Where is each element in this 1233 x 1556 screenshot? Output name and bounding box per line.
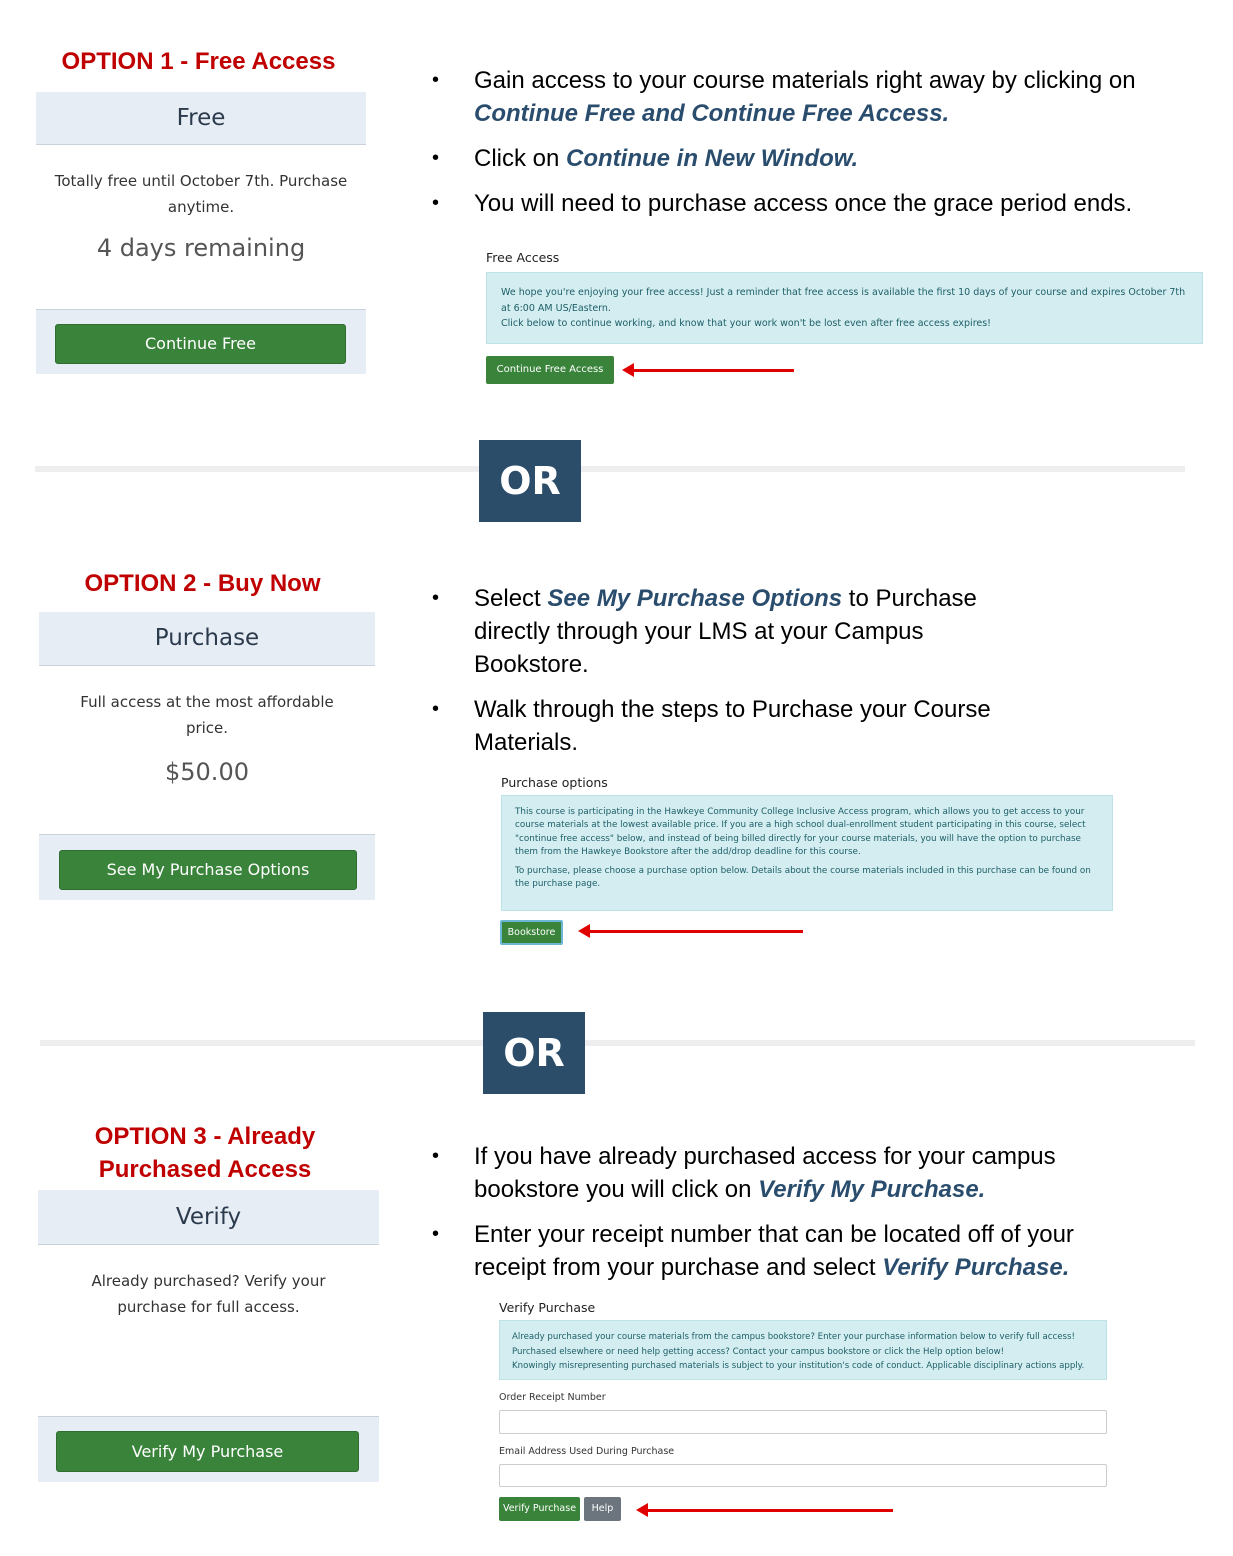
purchase-options-heading: Purchase options (501, 775, 608, 790)
verify-card-header: Verify (38, 1190, 379, 1245)
option1-instructions (434, 64, 1214, 232)
red-arrow (588, 930, 803, 933)
receipt-number-label: Order Receipt Number (499, 1392, 606, 1403)
receipt-number-input[interactable] (499, 1410, 1107, 1434)
option2-instructions (434, 582, 1034, 771)
or-box: OR (483, 1012, 585, 1094)
bullet-emphasis: Continue in New Window. (566, 145, 859, 172)
free-access-heading: Free Access (486, 250, 560, 265)
option2-title: OPTION 2 - Buy Now (84, 570, 321, 597)
list-item (434, 1218, 1134, 1284)
free-card-text: Totally free until October 7th. Purchase anytime. (54, 172, 348, 216)
bullet-text: If you have already purchased access for your campus bookstore you will click on (474, 1143, 1056, 1203)
verify-card-footer (38, 1416, 379, 1482)
list-item (434, 693, 1034, 759)
list-item (434, 64, 1214, 130)
list-item (434, 582, 1034, 681)
bullet-text: Gain access to your course materials right away by clicking on (474, 67, 1136, 94)
red-arrow (632, 369, 794, 372)
option3-instructions (434, 1140, 1134, 1296)
free-card (36, 92, 366, 373)
see-purchase-options-button[interactable]: See My Purchase Options (59, 850, 357, 890)
red-arrow (646, 1509, 893, 1512)
bullet-text: Walk through the steps to Purchase your Course Materials. (474, 696, 991, 756)
continue-free-button[interactable]: Continue Free (55, 324, 346, 364)
option3-title-line: OPTION 3 - Already (94, 1123, 316, 1150)
section-divider (40, 1040, 1195, 1046)
price: $50.00 (165, 758, 249, 786)
free-card-header: Free (36, 92, 366, 145)
purchase-card-header: Purchase (39, 612, 375, 666)
list-item (434, 142, 1214, 175)
verify-purchase-heading: Verify Purchase (499, 1300, 596, 1315)
bullet-text: to Purchase directly through your LMS at your Campus Bookstore. (474, 585, 977, 678)
verify-my-purchase-button[interactable]: Verify My Purchase (56, 1431, 359, 1472)
list-item (434, 1140, 1134, 1206)
bullet-emphasis: Verify Purchase. (882, 1254, 1070, 1281)
alert-text: To purchase, please choose a purchase option below. Details about the course materials included in this purchase can be found on the purchase page. (515, 866, 1091, 890)
alert-text: Already purchased your course materials from the campus bookstore? Enter your purchase information below to verify full access! (512, 1332, 1075, 1342)
purchase-card-footer (39, 834, 375, 900)
alert-text: We hope you're enjoying your free access! Just a reminder that free access is available the first 10 days of your course and expires October 7th at 6:00 AM US/Eastern. (501, 287, 1186, 314)
bullet-text: Select (474, 585, 548, 612)
alert-text: Click below to continue working, and know that your work won't be lost even after free access expires! (501, 318, 991, 329)
purchase-card-text: Full access at the most affordable price. (80, 693, 334, 737)
option3-title (40, 1120, 370, 1186)
option1-title: OPTION 1 - Free Access (61, 48, 336, 75)
alert-text: This course is participating in the Hawkeye Community College Inclusive Access program, which allows you to get access to your course materials at the lowest available price. If you are a high school dual-enrollment student participating in this course, select "continue free access" below, and instead of being billed directly for your course materials, you will have the option to purchase them from the Hawkeye Bookstore after the add/drop deadline for this course. (515, 807, 1086, 857)
bullet-text: Enter your receipt number that can be located off of your receipt from your purchase and select (474, 1221, 1074, 1281)
email-label: Email Address Used During Purchase (499, 1446, 675, 1457)
verify-card-text: Already purchased? Verify your purchase for full access. (91, 1272, 326, 1316)
bookstore-button[interactable]: Bookstore (500, 920, 563, 945)
verify-purchase-button[interactable]: Verify Purchase (499, 1497, 580, 1521)
days-remaining: 4 days remaining (96, 234, 306, 262)
section-divider (35, 466, 1185, 472)
purchase-options-alert (501, 795, 1113, 911)
bullet-emphasis: See My Purchase Options (547, 585, 843, 612)
bullet-emphasis: Verify My Purchase. (758, 1176, 986, 1203)
alert-text: Knowingly misrepresenting purchased materials is subject to your institution's code of conduct. Applicable disciplinary actions apply. (512, 1361, 1085, 1371)
alert-text: Purchased elsewhere or need help getting access? Contact your campus bookstore or click the Help option below! (512, 1346, 1005, 1357)
bullet-emphasis: Continue Free and Continue Free Access. (474, 100, 950, 127)
list-item (434, 187, 1214, 220)
verify-card (38, 1190, 379, 1481)
bullet-text: You will need to purchase access once the grace period ends. (474, 190, 1133, 217)
free-card-footer (36, 309, 366, 374)
email-input[interactable] (499, 1464, 1107, 1487)
verify-purchase-alert (499, 1320, 1107, 1380)
free-access-alert (486, 272, 1203, 344)
purchase-card (39, 612, 375, 899)
help-button[interactable]: Help (584, 1497, 621, 1521)
option3-title-line: Purchased Access (98, 1156, 312, 1183)
or-box: OR (479, 440, 581, 522)
bullet-text: Click on (474, 145, 567, 172)
continue-free-access-button[interactable]: Continue Free Access (486, 356, 614, 384)
